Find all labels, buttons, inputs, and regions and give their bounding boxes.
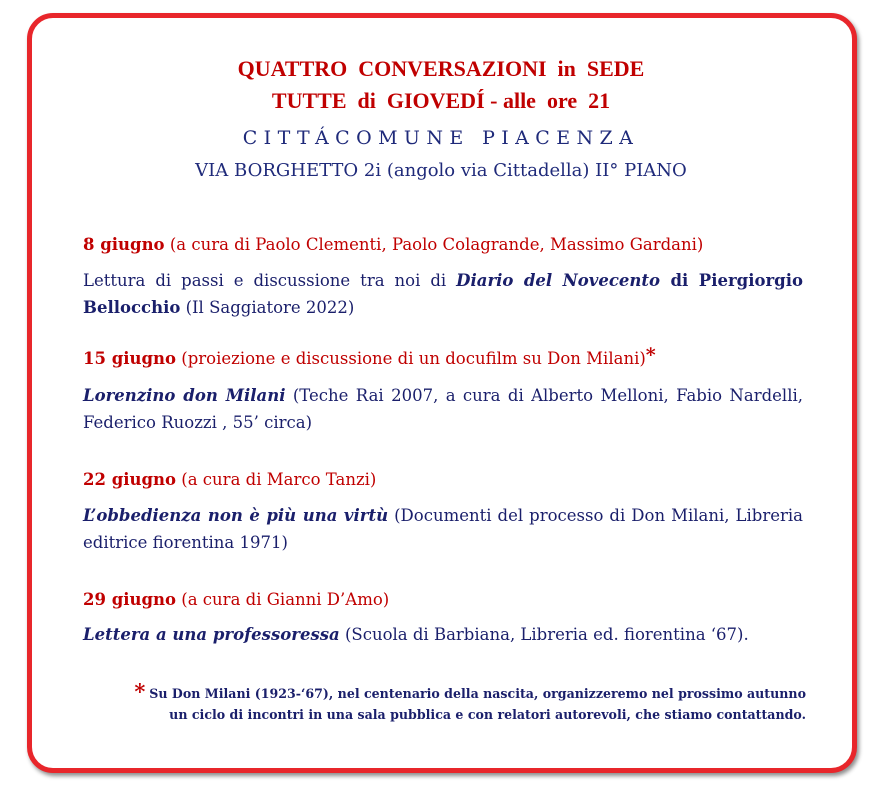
event-3-note: (a cura di Marco Tanzi): [176, 470, 377, 489]
event-3-title: L’obbedienza non è più una virtù: [83, 506, 389, 525]
event-2-date: 15 giugno: [83, 349, 177, 368]
event-1-date: 8 giugno: [83, 235, 165, 254]
event-4-note: (a cura di Gianni D’Amo): [176, 590, 390, 609]
event-3-body-post: (Documenti del processo di Don Milani, Libreria editrice fiorentina 1971): [83, 506, 803, 552]
event-1-body-post: (Il Saggiatore 2022): [180, 298, 355, 317]
event-3-header: [83, 470, 376, 489]
footnote-line-2: un ciclo di incontri in una sala pubblica e con relatori autorevoli, che stiamo contattando.: [169, 707, 806, 722]
event-1-body-pre: Lettura di passi e discussione tra noi di: [83, 271, 457, 290]
event-4-header: [83, 590, 389, 609]
event-1-author: di Piergiorgio Bellocchio: [83, 271, 803, 317]
footnote-asterisk: *: [134, 679, 146, 704]
event-3-description: [83, 502, 803, 556]
organization-name: CITTÁCOMUNE PIACENZA: [242, 127, 640, 149]
event-4-description: [83, 621, 803, 648]
event-1-description: [83, 267, 803, 321]
event-2-description: [83, 382, 803, 436]
event-2-note: (proiezione e discussione di un docufilm su Don Milani): [176, 349, 646, 368]
event-4-body-post: (Scuola di Barbiana, Libreria ed. fiorentina ‘67).: [339, 625, 749, 644]
event-2-body-post: (Teche Rai 2007, a cura di Alberto Melloni, Fabio Nardelli, Federico Ruozzi , 55’ circa): [83, 386, 803, 432]
event-1-note: (a cura di Paolo Clementi, Paolo Colagrande, Massimo Gardani): [164, 235, 704, 254]
event-1-header: [83, 235, 703, 254]
venue-address: VIA BORGHETTO 2i (angolo via Cittadella) II° PIANO: [195, 160, 687, 181]
event-2-asterisk: *: [645, 344, 656, 366]
event-1-title: Diario del Novecento: [456, 271, 661, 290]
event-2-header: [83, 344, 656, 369]
event-2-title: Lorenzino don Milani: [83, 386, 286, 405]
event-3-date: 22 giugno: [83, 470, 177, 489]
headline-line-1: QUATTRO CONVERSAZIONI in SEDE: [237, 56, 645, 81]
headline-line-2: TUTTE di GIOVEDÍ - alle ore 21: [271, 88, 611, 113]
footnote: [90, 680, 806, 725]
event-4-title: Lettera a una professoressa: [83, 625, 340, 644]
event-4-date: 29 giugno: [83, 590, 177, 609]
footnote-line-1: Su Don Milani (1923-‘67), nel centenario della nascita, organizzeremo nel prossimo autunno: [149, 686, 806, 701]
